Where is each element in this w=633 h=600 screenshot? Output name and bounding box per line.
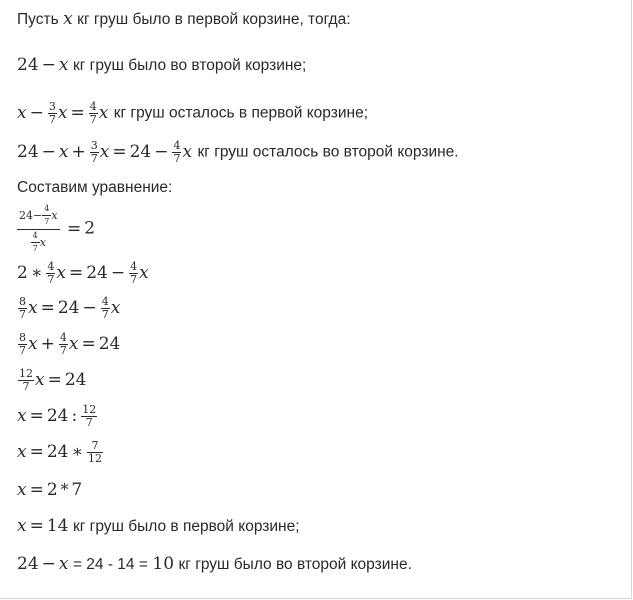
solution-line-2 bbox=[17, 57, 306, 74]
equation-step-5: x = 24 : $\frac{12}{7}$ bbox=[17, 403, 97, 429]
solution-line-1 bbox=[17, 11, 351, 28]
text-remaining-first: кг груш осталось в первой корзине; bbox=[113, 104, 368, 122]
answer-first-basket: x = 14 кг груш было в первой корзине; bbox=[17, 516, 300, 536]
answer-second-basket: 24 − x = 24 - 14 = 10 кг груш было во второй корзине. bbox=[17, 554, 412, 574]
text-remaining-second: кг груш осталось во второй корзине. bbox=[197, 143, 459, 161]
var-x: x bbox=[63, 9, 73, 29]
text-let: Пусть bbox=[17, 11, 59, 28]
equation-step-4: $\frac{12}{7}$ x = 24 bbox=[19, 367, 87, 393]
equation-step-1: 2 ∗ $\frac{4}{7}$ x = 24 − $\frac{4}{7}$ x bbox=[17, 260, 149, 286]
text-second-basket: кг груш было во второй корзине; bbox=[72, 57, 307, 74]
equation-step-2: $\frac{8}{7}$ x = 24 − $\frac{4}{7}$ x bbox=[19, 295, 121, 321]
expr-remaining-first: x − $\frac{3}{7}$ x = $\frac{4}{7}$ x bbox=[17, 100, 109, 126]
text-first-basket: кг груш было в первой корзине, тогда: bbox=[77, 11, 351, 28]
solution-line-3 bbox=[17, 101, 368, 125]
equation-step-6: x = 24 ∗ $\frac{7}{12}$ bbox=[17, 439, 103, 465]
expr-remaining-second: 24 − x + $\frac{3}{7}$ x = 24 − $\frac{4}{7}$ x bbox=[17, 139, 193, 165]
solution-line-4 bbox=[17, 140, 459, 164]
text-make-equation: Составим уравнение: bbox=[17, 179, 173, 196]
ratio-fraction: 24− $\frac{4}{7}$ x $\frac{4}{7}$ x bbox=[19, 204, 58, 254]
equation-step-7: x = 2 * 7 bbox=[17, 480, 83, 500]
equation-ratio: 24− $\frac{4}{7}$ x $\frac{4}{7}$ x = 2 bbox=[19, 204, 96, 254]
equation-step-3: $\frac{8}{7}$ x + $\frac{4}{7}$ x = 24 bbox=[19, 331, 121, 357]
expr-24-minus-x: 24 − x bbox=[17, 55, 69, 75]
